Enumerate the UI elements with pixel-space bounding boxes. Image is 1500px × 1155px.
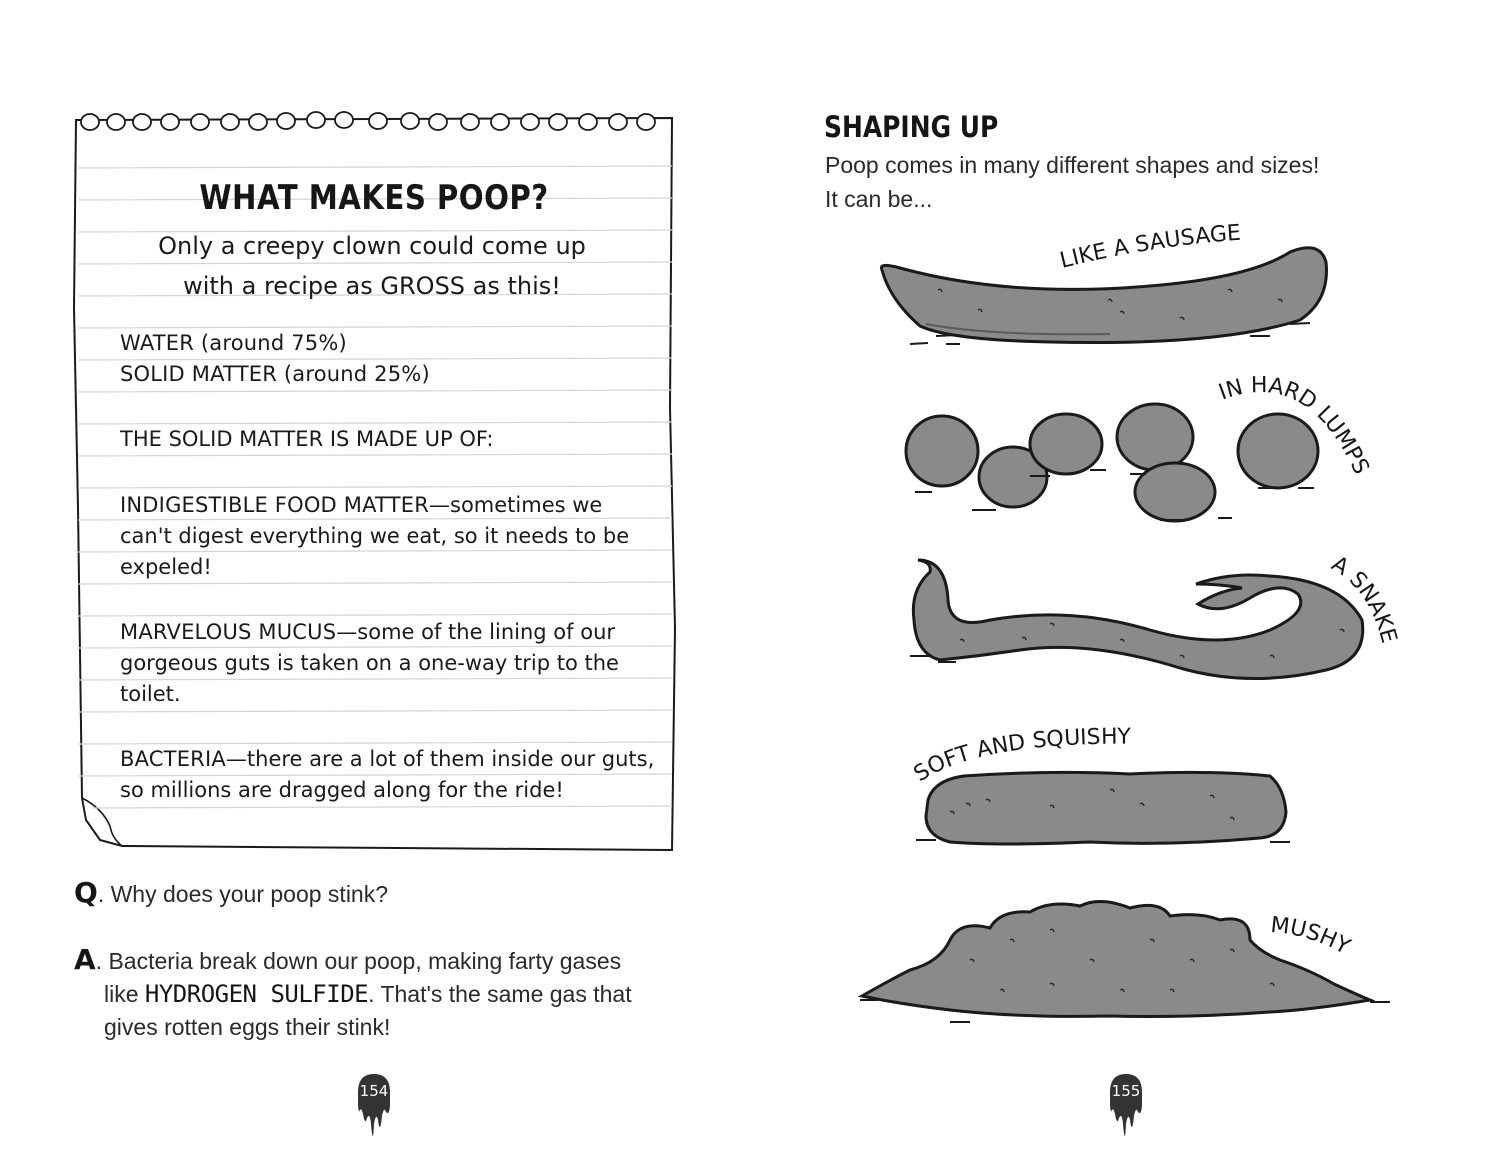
box-title: WHAT MAKES POOP? [199,178,549,218]
soft-squishy-poop [916,772,1290,844]
box-subtitle [112,226,632,306]
box-subtitle-line1: Only a creepy clown could come up [158,232,586,260]
hard-lumps-poop [906,404,1318,521]
right-page [750,0,1500,1151]
left-page [0,0,750,1151]
box-subtitle-line2: with a recipe as GROSS as this! [183,272,561,300]
answer-line2-start: like [104,981,145,1007]
intro-line1: Poop comes in many different shapes and sizes! [825,152,1320,178]
answer-line3: gives rotten eggs their stink! [104,1014,391,1040]
notebook-paper-box [72,108,676,853]
page-number-154 [354,1072,394,1144]
item-bacteria [120,744,660,806]
label-in-hard-lumps: IN HARD LUMPS [1215,373,1374,479]
answer-block [74,943,674,1044]
section-title: SHAPING UP [824,110,999,144]
page-number-text: 155 [1111,1082,1141,1100]
label-like-a-sausage: LIKE A SAUSAGE [1057,220,1242,274]
answer-line2-end: . That's the same gas that [368,981,632,1007]
label-soft-and-squishy: SOFT AND SQUISHY [909,724,1131,788]
water-line: WATER (around 75%) [120,331,347,355]
made-up-of-heading: THE SOLID MATTER IS MADE UP OF: [120,427,494,451]
item-text: —sometimes we can't digest everything we eat, so it needs to be expeled! [120,493,630,579]
page-number-text: 154 [359,1082,389,1100]
question-block [74,876,674,911]
item-head: INDIGESTIBLE FOOD MATTER [120,493,429,517]
intro-line2: It can be... [825,186,933,212]
snake-poop [910,560,1363,679]
item-indigestible-food [120,490,660,583]
label-a-snake: A SNAKE [1327,551,1402,646]
question-marker: Q [74,876,98,909]
answer-line1: . Bacteria break down our poop, making farty gases [95,948,622,974]
item-marvelous-mucus [120,617,660,710]
notebook-paper-illustration [72,108,676,853]
question-text: . Why does your poop stink? [97,881,389,907]
answer-marker: A [74,943,96,976]
page-number-155 [1106,1072,1146,1144]
answer-emphasis: HYDROGEN SULFIDE [144,980,369,1008]
item-text: —some of the lining of our gorgeous guts is taken on a one-way trip to the toilet. [120,620,619,706]
poop-shapes-illustration [750,0,1500,1151]
item-head: BACTERIA [120,747,226,771]
solid-matter-line: SOLID MATTER (around 25%) [120,362,430,386]
item-head: MARVELOUS MUCUS [120,620,337,644]
item-text: —there are a lot of them inside our guts, so millions are dragged along for the ride! [120,747,655,802]
label-mushy: MUSHY [1269,912,1354,960]
composition-list [120,328,660,390]
